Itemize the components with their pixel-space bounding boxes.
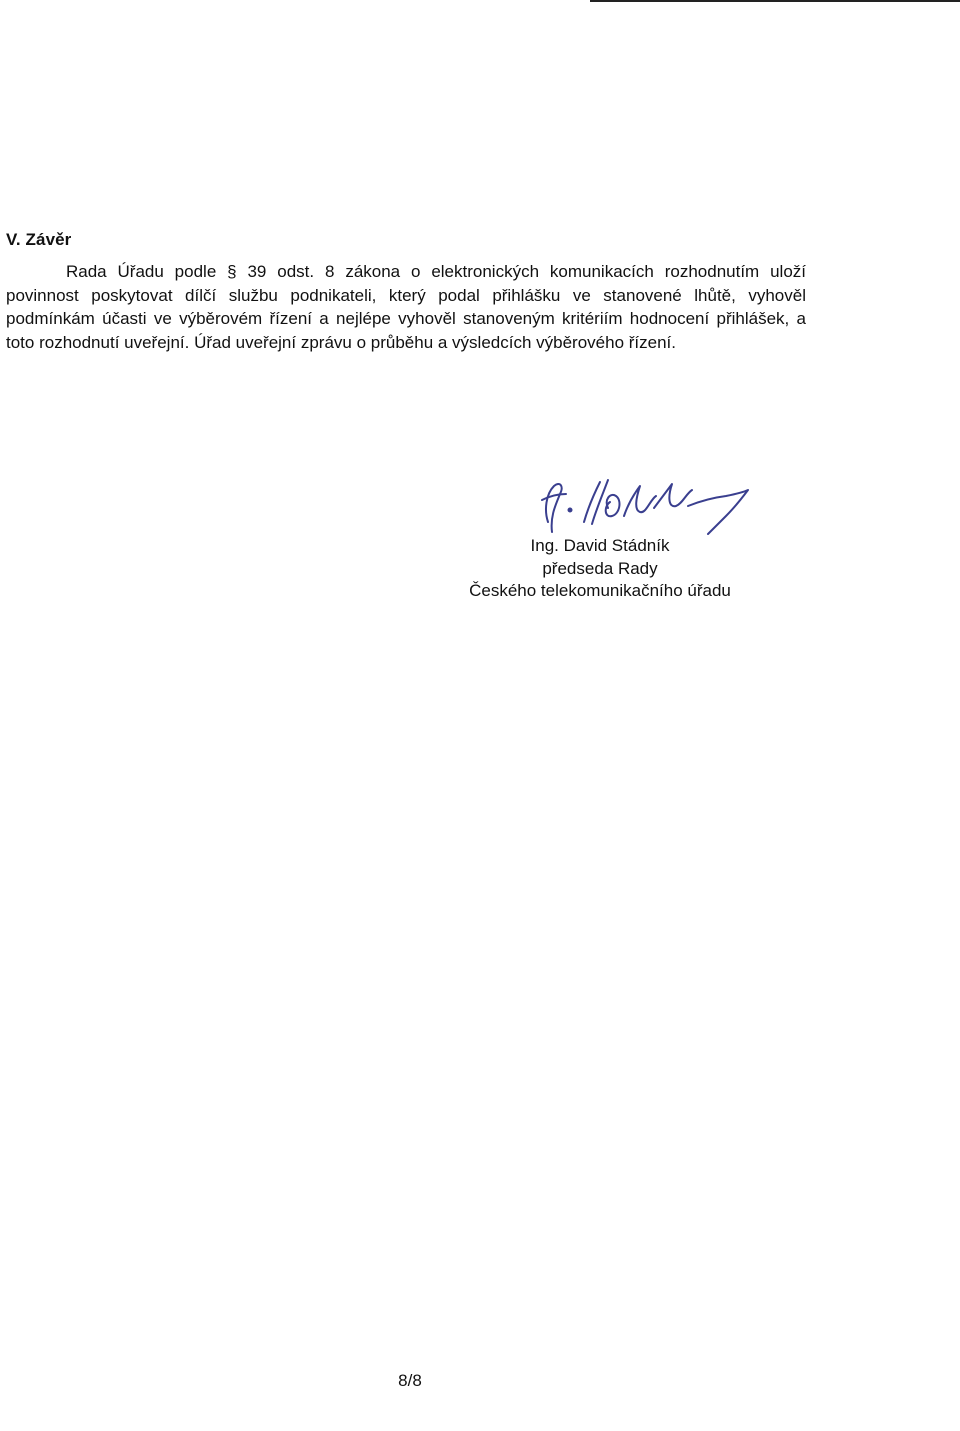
signature-graphic [530,472,770,542]
signatory-title: předseda Rady [542,558,658,578]
top-border-line [590,0,960,2]
section-heading: V. Závěr [6,230,72,249]
signature-block [440,535,760,603]
signatory-organization: Českého telekomunikačního úřadu [469,581,731,600]
page-number: 8/8 [398,1371,422,1390]
signatory-name: Ing. David Stádník [530,536,670,555]
handwritten-signature [530,472,770,542]
conclusion-paragraph: Rada Úřadu podle § 39 odst. 8 zákona o elektronických komunikacích rozhodnutím uloží povinnost poskytovat dílčí službu podnikateli, který podal přihlášku ve stanovené lhůtě, vyhověl podmínkám účasti ve výběrovém řízení a nejlépe vyhověl stanoveným kritériím hodnocení přihlášek, a toto rozhodnutí uveřejní. Úřad uveřejní zprávu o průběhu a výsledcích výběrového řízení. [6,262,806,352]
